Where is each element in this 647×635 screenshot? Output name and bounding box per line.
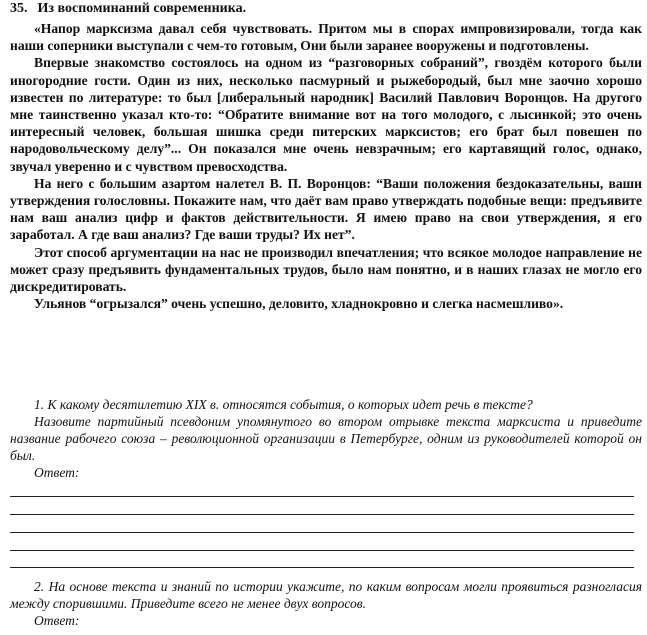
- task-heading: [10, 0, 246, 17]
- question-2-text: 2. На основе текста и знаний по истории укажите, по каким вопросам могли проявиться разногласия между спорившими. Приведите всего не менее двух вопросов.: [10, 579, 642, 611]
- answer-line[interactable]: [10, 496, 634, 497]
- answer-line[interactable]: [10, 532, 634, 533]
- question-1-line: 1. К какому десятилетию XIX в. относятся события, о которых идет речь в тексте?: [34, 397, 533, 412]
- excerpt-paragraph: Ульянов “огрызался” очень успешно, деловито, хладнокровно и слегка насмешливо».: [34, 296, 564, 312]
- question-2: [10, 578, 642, 629]
- excerpt-paragraph: На него с большим азартом налетел В. П. Воронцов: “Ваши положения бездоказательны, ваши утверждения голословны. Покажите нам, что даёт вам право утверждать подобные вещи: предъявите нам ваш анализ цифр и фактов действительности. Я имею право на свои утверждения, я его заработал. А где ваш анализ? Где ваши труды? Их нет”.: [10, 175, 642, 243]
- source-excerpt: [10, 20, 642, 312]
- question-1: [10, 396, 642, 481]
- excerpt-paragraph: Этот способ аргументации на нас не производил впечатления; что всякое молодое направление не может сразу предъявить фундаментальных трудов, было нам понятно, и в наших глазах не могло его дискредитировать.: [10, 244, 642, 295]
- excerpt-paragraph: Впервые знакомство состоялось на одном из “разговорных собраний”, гвоздём которого были иногородние гости. Один из них, несколько пасмурный и рыжебородый, был мне заочно хорошо известен по литературе: то был [либеральный народник] Василий Павлович Воронцов. На другого мне таинственно указал кто-то: “Обратите внимание вот на того молодого, с лысинкой; это очень интересный человек, большая шишка среди питерских марксистов; его брат был повешен по народовольческому делу”... Он показался мне очень невзрачным; его картавящий голос, однако, звучал уверенно и с чувством превосходства.: [10, 55, 642, 174]
- answer-line[interactable]: [10, 550, 634, 551]
- answer-line[interactable]: [10, 567, 634, 568]
- task-title: Из воспоминаний современника.: [37, 1, 247, 16]
- question-1-answer-label: Ответ:: [34, 465, 80, 480]
- task-number: 35.: [10, 1, 28, 16]
- question-1-line: Назовите партийный псевдоним упомянутого во втором отрывке текста марксиста и приведите название рабочего союза – революционной организации в Петербурге, одним из руководителей которой он был.: [10, 414, 642, 463]
- excerpt-paragraph: «Напор марксизма давал себя чувствовать. Притом мы в спорах импровизировали, тогда как наши соперники выступали с чем-то готовым, Они были заранее вооружены и подготовлены.: [10, 21, 642, 54]
- question-2-answer-label: Ответ:: [34, 613, 80, 628]
- answer-line[interactable]: [10, 514, 634, 515]
